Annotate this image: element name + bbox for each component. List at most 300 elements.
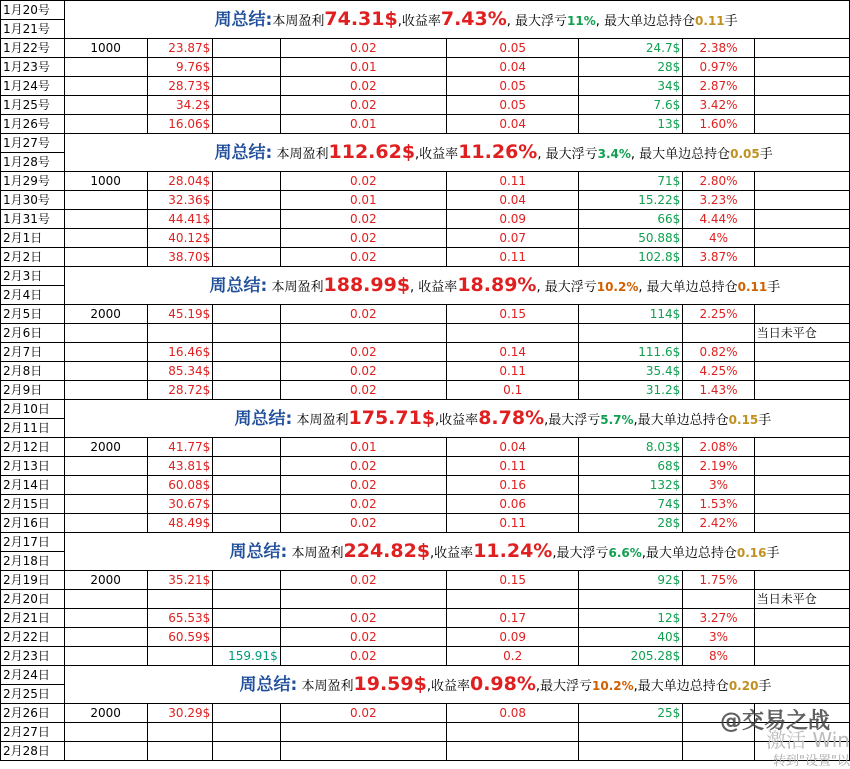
date-row xyxy=(1,533,850,552)
float-loss-cell[interactable]: 13$ xyxy=(579,115,683,134)
trade-row xyxy=(1,305,850,324)
profit-cell[interactable]: 30.67$ xyxy=(147,495,213,514)
summary-title: 周总结: xyxy=(239,675,298,695)
note-cell[interactable] xyxy=(754,115,849,134)
note-cell[interactable] xyxy=(754,172,849,191)
float-loss-cell[interactable]: 24.7$ xyxy=(579,39,683,58)
lot-cell[interactable]: 0.01 xyxy=(280,58,446,77)
total-cell[interactable] xyxy=(213,381,280,400)
total-cell[interactable]: 159.91$ xyxy=(213,647,280,666)
profit-cell[interactable]: 60.59$ xyxy=(147,628,213,647)
date-cell[interactable]: 2月20日 xyxy=(1,590,65,609)
lot-cell[interactable]: 0.02 xyxy=(280,628,446,647)
max-lot-cell[interactable]: 0.16 xyxy=(446,476,578,495)
max-lot-cell[interactable]: 0.17 xyxy=(446,609,578,628)
max-lot-cell[interactable]: 0.05 xyxy=(446,77,578,96)
profit-cell[interactable]: 65.53$ xyxy=(147,609,213,628)
profit-cell[interactable]: 43.81$ xyxy=(147,457,213,476)
return-cell[interactable]: 3% xyxy=(683,476,754,495)
return-rate: 7.43% xyxy=(440,8,507,30)
note-cell[interactable] xyxy=(754,305,849,324)
max-lot-cell[interactable]: 0.09 xyxy=(446,210,578,229)
empty-cell[interactable] xyxy=(280,723,446,742)
max-lot-cell[interactable]: 0.1 xyxy=(446,381,578,400)
total-cell[interactable] xyxy=(213,77,280,96)
lot-cell[interactable]: 0.02 xyxy=(280,229,446,248)
return-cell[interactable]: 0.82% xyxy=(683,343,754,362)
profit-cell[interactable]: 28.73$ xyxy=(147,77,213,96)
return-cell[interactable]: 3.27% xyxy=(683,609,754,628)
total-cell[interactable] xyxy=(213,96,280,115)
total-cell[interactable] xyxy=(213,628,280,647)
note-cell[interactable]: 当日未平仓 xyxy=(754,324,849,343)
max-lot-cell[interactable]: 0.11 xyxy=(446,514,578,533)
date-cell[interactable]: 1月30号 xyxy=(1,191,65,210)
date-cell[interactable]: 2月22日 xyxy=(1,628,65,647)
lot-cell[interactable]: 0.02 xyxy=(280,704,446,723)
return-cell[interactable]: 2.87% xyxy=(683,77,754,96)
profit-cell[interactable]: 45.19$ xyxy=(147,305,213,324)
float-loss-cell[interactable]: 102.8$ xyxy=(579,248,683,267)
profit-cell[interactable]: 34.2$ xyxy=(147,96,213,115)
return-rate: 8.78% xyxy=(478,407,545,429)
return-cell[interactable]: 1.43% xyxy=(683,381,754,400)
max-lot-cell[interactable]: 0.11 xyxy=(446,248,578,267)
date-cell[interactable]: 1月21号 xyxy=(1,20,65,39)
max-float-loss: 6.6% xyxy=(608,546,642,560)
trade-row xyxy=(1,172,850,191)
profit-cell[interactable]: 40.12$ xyxy=(147,229,213,248)
lot-cell[interactable]: 0.02 xyxy=(280,381,446,400)
date-cell[interactable]: 1月23号 xyxy=(1,58,65,77)
trade-row xyxy=(1,210,850,229)
profit-cell[interactable]: 38.70$ xyxy=(147,248,213,267)
return-rate: 0.98% xyxy=(469,673,536,695)
profit-cell[interactable]: 41.77$ xyxy=(147,438,213,457)
float-loss-cell[interactable]: 111.6$ xyxy=(579,343,683,362)
date-cell[interactable]: 2月27日 xyxy=(1,723,65,742)
lot-cell[interactable]: 0.02 xyxy=(280,172,446,191)
capital-cell[interactable] xyxy=(64,58,147,77)
profit-cell[interactable]: 28.72$ xyxy=(147,381,213,400)
empty-cell[interactable] xyxy=(147,742,213,761)
total-cell[interactable] xyxy=(213,590,280,609)
max-lot-cell[interactable]: 0.11 xyxy=(446,362,578,381)
date-cell[interactable]: 2月3日 xyxy=(1,267,65,286)
max-lot-cell[interactable]: 0.2 xyxy=(446,647,578,666)
float-loss-cell[interactable]: 31.2$ xyxy=(579,381,683,400)
position-unit: 手 xyxy=(759,147,773,162)
profit-cell[interactable]: 32.36$ xyxy=(147,191,213,210)
total-cell[interactable] xyxy=(213,704,280,723)
note-cell[interactable] xyxy=(754,77,849,96)
empty-cell[interactable] xyxy=(446,742,578,761)
return-cell[interactable]: 4.25% xyxy=(683,362,754,381)
float-loss-cell[interactable]: 12$ xyxy=(579,609,683,628)
empty-cell[interactable] xyxy=(280,742,446,761)
profit-cell[interactable]: 28.04$ xyxy=(147,172,213,191)
weekly-summary xyxy=(64,134,849,172)
note-cell[interactable] xyxy=(754,457,849,476)
trade-row xyxy=(1,514,850,533)
total-cell[interactable] xyxy=(213,495,280,514)
date-cell[interactable]: 1月26号 xyxy=(1,115,65,134)
date-cell[interactable]: 2月1日 xyxy=(1,229,65,248)
empty-cell[interactable] xyxy=(213,723,280,742)
note-cell[interactable] xyxy=(754,438,849,457)
profit-label: 本周盈利 xyxy=(297,679,354,694)
total-cell[interactable] xyxy=(213,248,280,267)
empty-cell[interactable] xyxy=(683,742,754,761)
empty-cell[interactable] xyxy=(64,742,147,761)
float-label: , 最大浮亏 xyxy=(537,147,598,162)
return-cell[interactable]: 2.38% xyxy=(683,39,754,58)
summary-title: 周总结: xyxy=(234,409,293,429)
capital-cell[interactable] xyxy=(64,248,147,267)
max-lot-cell[interactable]: 0.05 xyxy=(446,96,578,115)
total-cell[interactable] xyxy=(213,229,280,248)
trade-row xyxy=(1,438,850,457)
lot-cell[interactable]: 0.02 xyxy=(280,248,446,267)
total-cell[interactable] xyxy=(213,609,280,628)
return-cell[interactable]: 1.53% xyxy=(683,495,754,514)
weekly-summary xyxy=(64,400,849,438)
lot-cell[interactable]: 0.02 xyxy=(280,77,446,96)
date-cell[interactable]: 1月29号 xyxy=(1,172,65,191)
max-position: 0.11 xyxy=(695,14,725,28)
position-label: ,最大单边总持仓 xyxy=(633,679,729,694)
capital-cell[interactable] xyxy=(64,495,147,514)
capital-cell[interactable] xyxy=(64,628,147,647)
empty-cell[interactable] xyxy=(579,742,683,761)
float-loss-cell[interactable]: 74$ xyxy=(579,495,683,514)
note-cell[interactable] xyxy=(754,58,849,77)
capital-cell[interactable] xyxy=(64,362,147,381)
capital-cell[interactable]: 1000 xyxy=(64,39,147,58)
capital-cell[interactable] xyxy=(64,457,147,476)
total-cell[interactable] xyxy=(213,362,280,381)
summary-title: 周总结: xyxy=(209,276,268,296)
capital-cell[interactable] xyxy=(64,476,147,495)
return-rate: 11.26% xyxy=(458,141,538,163)
max-lot-cell[interactable]: 0.11 xyxy=(446,172,578,191)
empty-cell[interactable] xyxy=(213,742,280,761)
date-row xyxy=(1,267,850,286)
date-cell[interactable]: 1月28号 xyxy=(1,153,65,172)
date-cell[interactable]: 1月25号 xyxy=(1,96,65,115)
summary-title: 周总结: xyxy=(214,10,273,30)
capital-cell[interactable]: 2000 xyxy=(64,704,147,723)
lot-cell[interactable]: 0.02 xyxy=(280,514,446,533)
capital-cell[interactable] xyxy=(64,191,147,210)
return-cell[interactable]: 1.75% xyxy=(683,571,754,590)
lot-cell[interactable]: 0.02 xyxy=(280,305,446,324)
return-cell[interactable]: 2.25% xyxy=(683,305,754,324)
lot-cell[interactable]: 0.02 xyxy=(280,476,446,495)
return-cell[interactable]: 4% xyxy=(683,229,754,248)
max-lot-cell[interactable]: 0.04 xyxy=(446,191,578,210)
float-loss-cell[interactable]: 205.28$ xyxy=(579,647,683,666)
capital-cell[interactable] xyxy=(64,210,147,229)
return-cell[interactable]: 1.60% xyxy=(683,115,754,134)
capital-cell[interactable] xyxy=(64,115,147,134)
float-loss-cell[interactable]: 40$ xyxy=(579,628,683,647)
profit-label: 本周盈利 xyxy=(287,546,344,561)
weekly-summary xyxy=(64,267,849,305)
note-cell[interactable] xyxy=(754,381,849,400)
capital-cell[interactable] xyxy=(64,590,147,609)
date-cell[interactable]: 2月12日 xyxy=(1,438,65,457)
lot-cell[interactable]: 0.01 xyxy=(280,438,446,457)
capital-cell[interactable] xyxy=(64,609,147,628)
total-cell[interactable] xyxy=(213,343,280,362)
capital-cell[interactable] xyxy=(64,514,147,533)
max-lot-cell[interactable]: 0.11 xyxy=(446,457,578,476)
lot-cell[interactable]: 0.02 xyxy=(280,495,446,514)
profit-cell[interactable]: 9.76$ xyxy=(147,58,213,77)
date-cell[interactable]: 2月2日 xyxy=(1,248,65,267)
lot-cell[interactable]: 0.02 xyxy=(280,571,446,590)
return-cell[interactable] xyxy=(683,324,754,343)
return-cell[interactable]: 8% xyxy=(683,647,754,666)
max-lot-cell[interactable]: 0.08 xyxy=(446,704,578,723)
rate-label: , 收益率 xyxy=(410,280,458,295)
profit-cell[interactable]: 48.49$ xyxy=(147,514,213,533)
date-cell[interactable]: 2月11日 xyxy=(1,419,65,438)
lot-cell[interactable]: 0.02 xyxy=(280,39,446,58)
profit-cell[interactable]: 85.34$ xyxy=(147,362,213,381)
note-cell[interactable] xyxy=(754,229,849,248)
note-cell[interactable] xyxy=(754,210,849,229)
total-cell[interactable] xyxy=(213,324,280,343)
note-cell[interactable] xyxy=(754,609,849,628)
date-cell[interactable]: 2月5日 xyxy=(1,305,65,324)
capital-cell[interactable]: 2000 xyxy=(64,571,147,590)
watermark: @交易之战 xyxy=(719,709,830,734)
float-label: , 最大浮亏 xyxy=(536,280,597,295)
total-cell[interactable] xyxy=(213,476,280,495)
max-lot-cell[interactable]: 0.07 xyxy=(446,229,578,248)
total-cell[interactable] xyxy=(213,457,280,476)
date-cell[interactable]: 2月13日 xyxy=(1,457,65,476)
lot-cell[interactable]: 0.02 xyxy=(280,609,446,628)
note-cell[interactable] xyxy=(754,96,849,115)
empty-cell[interactable] xyxy=(579,723,683,742)
date-cell[interactable]: 1月31号 xyxy=(1,210,65,229)
date-cell[interactable]: 2月14日 xyxy=(1,476,65,495)
note-cell[interactable] xyxy=(754,495,849,514)
profit-cell[interactable]: 16.46$ xyxy=(147,343,213,362)
date-cell[interactable]: 2月8日 xyxy=(1,362,65,381)
date-cell[interactable]: 1月24号 xyxy=(1,77,65,96)
note-cell[interactable] xyxy=(754,39,849,58)
float-loss-cell[interactable]: 25$ xyxy=(579,704,683,723)
date-row xyxy=(1,666,850,685)
float-loss-cell[interactable]: 34$ xyxy=(579,77,683,96)
date-cell[interactable]: 2月7日 xyxy=(1,343,65,362)
max-lot-cell[interactable]: 0.05 xyxy=(446,39,578,58)
total-cell[interactable] xyxy=(213,571,280,590)
note-cell[interactable] xyxy=(754,476,849,495)
note-cell[interactable] xyxy=(754,343,849,362)
return-cell[interactable]: 2.42% xyxy=(683,514,754,533)
capital-cell[interactable] xyxy=(64,229,147,248)
max-lot-cell[interactable]: 0.09 xyxy=(446,628,578,647)
date-cell[interactable]: 2月9日 xyxy=(1,381,65,400)
float-label: , 最大浮亏 xyxy=(506,14,568,29)
capital-cell[interactable] xyxy=(64,96,147,115)
max-float-loss: 10.2% xyxy=(592,679,634,693)
float-loss-cell[interactable]: 8.03$ xyxy=(579,438,683,457)
capital-cell[interactable] xyxy=(64,647,147,666)
trade-row xyxy=(1,58,850,77)
max-lot-cell[interactable]: 0.15 xyxy=(446,305,578,324)
return-cell[interactable]: 3.42% xyxy=(683,96,754,115)
profit-label: 本周盈利 xyxy=(272,147,329,162)
date-cell[interactable]: 1月20号 xyxy=(1,1,65,20)
date-cell[interactable]: 2月15日 xyxy=(1,495,65,514)
capital-cell[interactable]: 2000 xyxy=(64,305,147,324)
lot-cell[interactable]: 0.02 xyxy=(280,343,446,362)
float-loss-cell[interactable]: 68$ xyxy=(579,457,683,476)
return-cell[interactable] xyxy=(683,590,754,609)
return-cell[interactable]: 2.08% xyxy=(683,438,754,457)
profit-cell[interactable]: 44.41$ xyxy=(147,210,213,229)
date-cell[interactable]: 1月22号 xyxy=(1,39,65,58)
total-cell[interactable] xyxy=(213,210,280,229)
profit-cell[interactable]: 35.21$ xyxy=(147,571,213,590)
date-cell[interactable]: 2月6日 xyxy=(1,324,65,343)
profit-cell[interactable] xyxy=(147,590,213,609)
note-cell[interactable] xyxy=(754,628,849,647)
float-loss-cell[interactable]: 66$ xyxy=(579,210,683,229)
total-cell[interactable] xyxy=(213,191,280,210)
total-cell[interactable] xyxy=(213,172,280,191)
lot-cell[interactable]: 0.02 xyxy=(280,96,446,115)
return-cell[interactable]: 3.87% xyxy=(683,248,754,267)
return-cell[interactable]: 3.23% xyxy=(683,191,754,210)
lot-cell[interactable]: 0.02 xyxy=(280,362,446,381)
date-cell[interactable]: 1月27号 xyxy=(1,134,65,153)
profit-cell[interactable] xyxy=(147,324,213,343)
date-cell[interactable]: 2月28日 xyxy=(1,742,65,761)
capital-cell[interactable]: 1000 xyxy=(64,172,147,191)
profit-cell[interactable]: 23.87$ xyxy=(147,39,213,58)
max-position: 0.05 xyxy=(730,147,760,161)
trade-row xyxy=(1,191,850,210)
note-cell[interactable] xyxy=(754,248,849,267)
max-lot-cell[interactable] xyxy=(446,324,578,343)
date-cell[interactable]: 2月25日 xyxy=(1,685,65,704)
return-cell[interactable]: 4.44% xyxy=(683,210,754,229)
float-loss-cell[interactable]: 35.4$ xyxy=(579,362,683,381)
capital-cell[interactable] xyxy=(64,381,147,400)
float-loss-cell[interactable]: 28$ xyxy=(579,58,683,77)
date-cell[interactable]: 2月4日 xyxy=(1,286,65,305)
return-cell[interactable]: 0.97% xyxy=(683,58,754,77)
date-cell[interactable]: 2月24日 xyxy=(1,666,65,685)
profit-cell[interactable]: 60.08$ xyxy=(147,476,213,495)
float-loss-cell[interactable]: 92$ xyxy=(579,571,683,590)
lot-cell[interactable]: 0.02 xyxy=(280,457,446,476)
lot-cell[interactable]: 0.02 xyxy=(280,210,446,229)
max-lot-cell[interactable]: 0.06 xyxy=(446,495,578,514)
lot-cell[interactable]: 0.01 xyxy=(280,191,446,210)
float-loss-cell[interactable]: 114$ xyxy=(579,305,683,324)
float-loss-cell[interactable]: 15.22$ xyxy=(579,191,683,210)
float-loss-cell[interactable]: 132$ xyxy=(579,476,683,495)
profit-label: 本周盈利 xyxy=(272,14,325,29)
total-cell[interactable] xyxy=(213,115,280,134)
profit-cell[interactable]: 16.06$ xyxy=(147,115,213,134)
empty-cell[interactable] xyxy=(64,723,147,742)
total-cell[interactable] xyxy=(213,58,280,77)
float-loss-cell[interactable]: 50.88$ xyxy=(579,229,683,248)
note-cell[interactable] xyxy=(754,514,849,533)
date-cell[interactable]: 2月23日 xyxy=(1,647,65,666)
max-lot-cell[interactable]: 0.04 xyxy=(446,438,578,457)
date-cell[interactable]: 2月18日 xyxy=(1,552,65,571)
profit-cell[interactable] xyxy=(147,647,213,666)
return-cell[interactable]: 2.19% xyxy=(683,457,754,476)
note-cell[interactable] xyxy=(754,362,849,381)
note-cell[interactable] xyxy=(754,647,849,666)
float-loss-cell[interactable]: 7.6$ xyxy=(579,96,683,115)
date-cell[interactable]: 2月10日 xyxy=(1,400,65,419)
date-cell[interactable]: 2月19日 xyxy=(1,571,65,590)
empty-cell[interactable] xyxy=(446,723,578,742)
profit-cell[interactable]: 30.29$ xyxy=(147,704,213,723)
max-lot-cell[interactable]: 0.14 xyxy=(446,343,578,362)
trade-row xyxy=(1,362,850,381)
total-cell[interactable] xyxy=(213,438,280,457)
float-loss-cell[interactable] xyxy=(579,324,683,343)
lot-cell[interactable] xyxy=(280,590,446,609)
lot-cell[interactable]: 0.02 xyxy=(280,647,446,666)
capital-cell[interactable]: 2000 xyxy=(64,438,147,457)
total-cell[interactable] xyxy=(213,305,280,324)
trade-row xyxy=(1,115,850,134)
lot-cell[interactable] xyxy=(280,324,446,343)
total-cell[interactable] xyxy=(213,514,280,533)
total-cell[interactable] xyxy=(213,39,280,58)
date-cell[interactable]: 2月17日 xyxy=(1,533,65,552)
float-loss-cell[interactable] xyxy=(579,590,683,609)
float-loss-cell[interactable]: 71$ xyxy=(579,172,683,191)
return-cell[interactable]: 3% xyxy=(683,628,754,647)
max-float-loss: 3.4% xyxy=(597,147,631,161)
date-cell[interactable]: 2月21日 xyxy=(1,609,65,628)
empty-cell[interactable] xyxy=(147,723,213,742)
date-cell[interactable]: 2月16日 xyxy=(1,514,65,533)
note-cell[interactable] xyxy=(754,191,849,210)
capital-cell[interactable] xyxy=(64,324,147,343)
note-cell[interactable] xyxy=(754,571,849,590)
note-cell[interactable]: 当日未平仓 xyxy=(754,590,849,609)
max-lot-cell[interactable]: 0.04 xyxy=(446,58,578,77)
max-lot-cell[interactable] xyxy=(446,590,578,609)
capital-cell[interactable] xyxy=(64,343,147,362)
lot-cell[interactable]: 0.01 xyxy=(280,115,446,134)
date-cell[interactable]: 2月26日 xyxy=(1,704,65,723)
return-cell[interactable]: 2.80% xyxy=(683,172,754,191)
weekly-summary xyxy=(64,666,849,704)
float-loss-cell[interactable]: 28$ xyxy=(579,514,683,533)
capital-cell[interactable] xyxy=(64,77,147,96)
max-lot-cell[interactable]: 0.04 xyxy=(446,115,578,134)
weekly-profit: 112.62$ xyxy=(328,141,416,163)
max-lot-cell[interactable]: 0.15 xyxy=(446,571,578,590)
